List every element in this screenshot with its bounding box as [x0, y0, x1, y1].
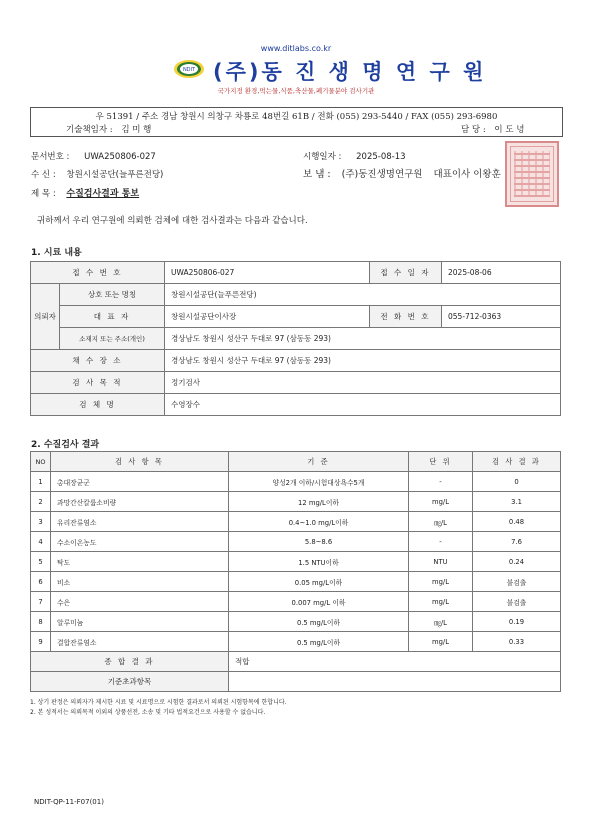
row-result: 3.1	[473, 492, 561, 512]
company-name: 창원시설공단(늘푸른전당)	[165, 284, 561, 306]
overall-label: 종 합 결 과	[31, 652, 229, 672]
result-row	[31, 632, 561, 652]
address-label: 소재지 또는 주소(개인)	[60, 328, 165, 350]
results-table	[30, 451, 561, 692]
result-row	[31, 532, 561, 552]
client-address: 경상남도 창원시 성산구 두대로 97 (삼동동 293)	[165, 328, 561, 350]
section2-title: 2. 수질검사 결과	[31, 440, 100, 450]
row-standard: 0.5 mg/L이하	[229, 632, 409, 652]
row-result: 7.6	[473, 532, 561, 552]
sender-value: (주)동진생명연구원	[341, 169, 423, 180]
website-url: www.ditlabs.co.kr	[260, 44, 332, 53]
sample-place-label: 채 수 장 소	[31, 350, 165, 372]
result-row	[31, 512, 561, 532]
result-row	[31, 592, 561, 612]
row-result: 0.19	[473, 612, 561, 632]
exceed-items	[229, 672, 561, 692]
row-standard: 12 mg/L이하	[229, 492, 409, 512]
row-standard: 0.007 mg/L 이하	[229, 592, 409, 612]
exceed-label: 기준초과항목	[31, 672, 229, 692]
row-standard: 0.05 mg/L이하	[229, 572, 409, 592]
phone-label: 전 화 번 호	[370, 306, 442, 328]
document-id: NDIT-QP-11-F07(01)	[34, 798, 104, 806]
issue-date-value: 2025-08-13	[356, 152, 406, 162]
issue-date	[303, 150, 406, 162]
row-no: 8	[31, 612, 51, 632]
manager-name: 이 도 녕	[494, 125, 525, 135]
row-no: 5	[31, 552, 51, 572]
receipt-date-label: 접 수 일 자	[370, 262, 442, 284]
purpose: 정기검사	[165, 372, 561, 394]
org-title: (주)동 진 생 명 연 구 원	[213, 60, 487, 84]
specimen: 수영장수	[165, 394, 561, 416]
address-line: 우 51391 / 주소 경남 창원시 의창구 차룡로 48번길 61B / 전화 (055) 293-5440 / FAX (055) 293-6980	[95, 112, 498, 122]
row-unit: -	[409, 472, 473, 492]
row-unit: -	[409, 532, 473, 552]
result-row	[31, 552, 561, 572]
header-standard: 기 준	[229, 452, 409, 472]
tech-name: 김 미 행	[121, 125, 152, 135]
footnote-1: 1. 상기 판정은 의뢰자가 제시한 시료 및 시료명으로 시험한 결과로서 의뢰된 시험항목에 한합니다.	[30, 699, 287, 706]
doc-number-value: UWA250806-027	[84, 152, 156, 162]
receipt-date: 2025-08-06	[442, 262, 561, 284]
row-item: 총대장균군	[51, 472, 229, 492]
result-row	[31, 612, 561, 632]
row-no: 1	[31, 472, 51, 492]
row-item: 탁도	[51, 552, 229, 572]
recipient	[31, 168, 163, 180]
subject-label: 제 목 :	[31, 189, 56, 199]
row-item: 결합잔류염소	[51, 632, 229, 652]
recipient-value: 창원시설공단(늘푸른전당)	[66, 170, 164, 180]
result-row	[31, 572, 561, 592]
row-item: 수소이온농도	[51, 532, 229, 552]
row-unit: mg/L	[409, 632, 473, 652]
manager	[461, 123, 524, 135]
sample-place: 경상남도 창원시 성산구 두대로 97 (삼동동 293)	[165, 350, 561, 372]
header-no: NO	[31, 452, 51, 472]
row-standard: 0.5 mg/L이하	[229, 612, 409, 632]
client-label: 의뢰자	[31, 284, 60, 350]
representative-label: 대 표 자	[60, 306, 165, 328]
representative: 창원시설공단이사장	[165, 306, 370, 328]
logo-text: NDIT	[182, 67, 196, 73]
recipient-label: 수 신 :	[31, 170, 56, 180]
row-item: 알루미늄	[51, 612, 229, 632]
row-unit: ㎎/L	[409, 512, 473, 532]
sender-label: 보 냄 :	[303, 169, 331, 180]
header-unit: 단 위	[409, 452, 473, 472]
row-unit: mg/L	[409, 492, 473, 512]
row-standard: 양성2개 이하/시험대상욕수5개	[229, 472, 409, 492]
row-result: 0	[473, 472, 561, 492]
doc-number	[31, 150, 156, 162]
row-no: 2	[31, 492, 51, 512]
phone-number: 055-712-0363	[442, 306, 561, 328]
issue-date-label: 시행일자 :	[303, 152, 342, 162]
manager-label: 담 당 :	[461, 125, 486, 135]
row-no: 9	[31, 632, 51, 652]
org-subtitle: 국가지정 환경,먹는물,식품,축산물,폐기물분야 검사기관	[217, 87, 375, 95]
header-item: 검 사 항 목	[51, 452, 229, 472]
row-item: 유리잔류염소	[51, 512, 229, 532]
row-result: 0.24	[473, 552, 561, 572]
row-item: 과망간산칼륨소비량	[51, 492, 229, 512]
row-result: 불검출	[473, 572, 561, 592]
overall-result: 적합	[229, 652, 561, 672]
doc-number-label: 문서번호 :	[31, 152, 70, 162]
tech-manager	[66, 123, 151, 135]
result-row	[31, 472, 561, 492]
row-unit: mg/L	[409, 592, 473, 612]
sample-info-table	[30, 261, 561, 416]
receipt-no: UWA250806-027	[165, 262, 370, 284]
row-standard: 1.5 NTU이하	[229, 552, 409, 572]
row-unit: mg/L	[409, 572, 473, 592]
section1-title: 1. 시료 내용	[31, 248, 82, 258]
footnote-2: 2. 본 성적서는 의뢰목적 이외의 상품선전, 소송 및 기타 법적요건으로 사용할 수 없습니다.	[30, 709, 266, 716]
row-no: 3	[31, 512, 51, 532]
row-result: 0.48	[473, 512, 561, 532]
official-seal-icon	[505, 141, 559, 207]
tech-label: 기술책임자 :	[66, 125, 113, 135]
row-no: 6	[31, 572, 51, 592]
row-result: 불검출	[473, 592, 561, 612]
row-standard: 5.8~8.6	[229, 532, 409, 552]
specimen-label: 검 체 명	[31, 394, 165, 416]
intro-text: 귀하께서 우리 연구원에 의뢰한 검체에 대한 검사결과는 다음과 같습니다.	[37, 216, 308, 226]
row-no: 7	[31, 592, 51, 612]
row-no: 4	[31, 532, 51, 552]
company-label: 상호 또는 명칭	[60, 284, 165, 306]
header-result: 검 사 결 과	[473, 452, 561, 472]
row-item: 비소	[51, 572, 229, 592]
sender-representative: 대표이사 이왕훈	[433, 169, 501, 180]
sender	[303, 166, 501, 180]
row-unit: NTU	[409, 552, 473, 572]
address-box	[30, 107, 563, 137]
purpose-label: 검 사 목 적	[31, 372, 165, 394]
row-standard: 0.4~1.0 mg/L이하	[229, 512, 409, 532]
row-unit: ㎎/L	[409, 612, 473, 632]
row-result: 0.33	[473, 632, 561, 652]
result-row	[31, 492, 561, 512]
company-logo-icon	[173, 58, 205, 84]
subject-value: 수질검사결과 통보	[66, 189, 140, 199]
subject	[31, 186, 139, 199]
row-item: 수은	[51, 592, 229, 612]
receipt-no-label: 접 수 번 호	[31, 262, 165, 284]
